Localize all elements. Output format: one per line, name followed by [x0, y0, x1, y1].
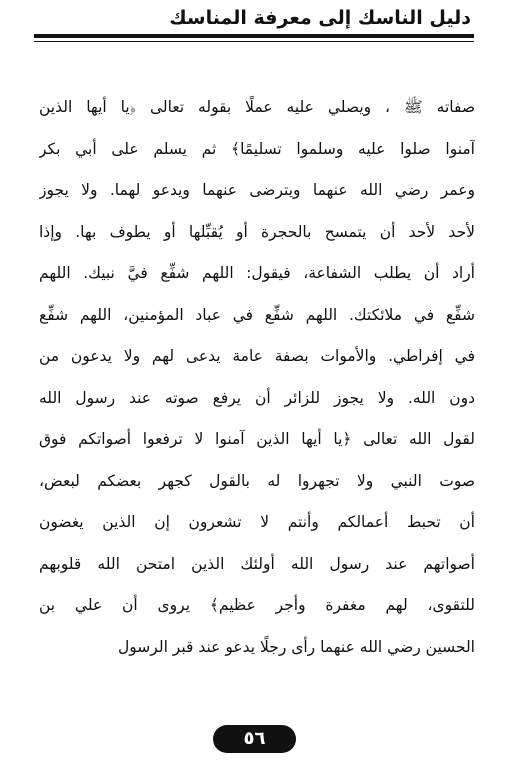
text-line-5: أراد أن يطلب الشفاعة، فيقول: اللهم شفِّع فيَّ نبيك. اللهم — [39, 264, 475, 282]
text-line-9: لقول الله تعالى ﴿يا أيها الذين آمنوا لا ترفعوا أصواتكم فوق — [39, 430, 475, 448]
page-number-badge: ٥٦ — [213, 725, 296, 753]
text-line-3: وعمر رضي الله عنهما ويترضى عنهما ويدعو لهما. ولا يجوز — [39, 181, 475, 199]
text-line-11: أن تحبط أعمالكم وأنتم لا تشعرون إن الذين يغضون — [39, 513, 475, 531]
text-line-6: شفِّع في ملائكتك. اللهم شفِّع في عباد المؤمنين، اللهم شفِّع — [39, 305, 475, 324]
text-line-4: لأحد لأحد أن يتمسح بالحجرة أو يُقبِّلها أو يطوف بها. وإذا — [39, 222, 475, 241]
text-line-2: آمنوا صلوا عليه وسلموا تسليمًا﴾ ثم يسلم على أبي بكر — [39, 139, 475, 158]
text-line-13: للتقوى، لهم مغفرة وأجر عظيم﴾ يروى أن علي بن — [39, 596, 475, 614]
text-line-12: أصواتهم عند رسول الله أولئك الذين امتحن الله قلوبهم — [39, 554, 475, 573]
text-line-14: الحسين رضي الله عنهما رأى رجلًا يدعو عند قبر الرسول — [118, 637, 475, 656]
text-line-8: دون الله. ولا يجوز للزائر أن يرفع صوته عند رسول الله — [39, 388, 475, 407]
body-text — [39, 87, 475, 668]
header-rule-thin — [34, 41, 474, 42]
text-line-7: في إفراطي. والأموات بصفة عامة يدعى لهم ولا يدعون من — [39, 347, 475, 365]
text-line-1: صفاته ﷺ ، ويصلي عليه عملًا بقوله تعالى ﴿يا أيها الذين — [39, 98, 475, 116]
running-header-title: دليل الناسك إلى معرفة المناسك — [169, 7, 471, 29]
text-line-10: صوت النبي ولا تجهروا له بالقول كجهر بعضكم لبعض، — [39, 471, 475, 490]
header-rule-thick — [34, 34, 474, 38]
